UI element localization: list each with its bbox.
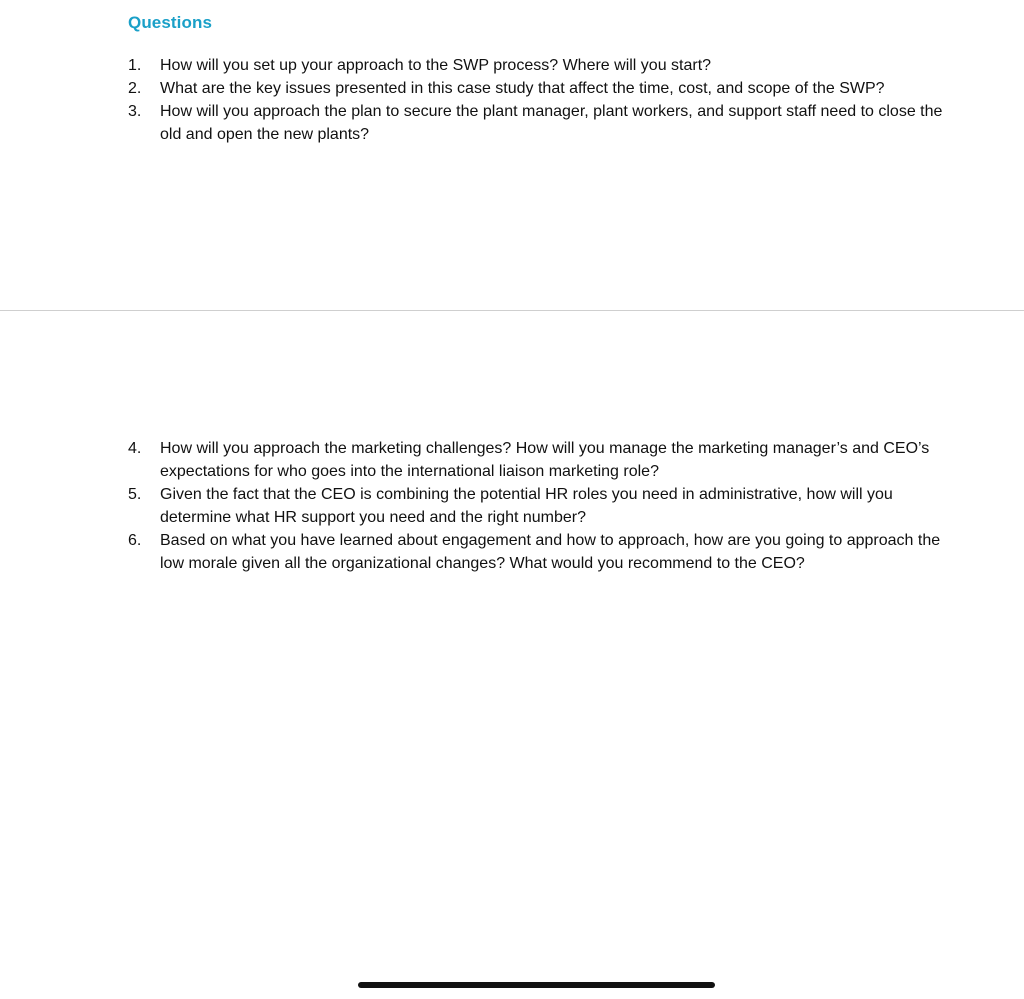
question-text: What are the key issues presented in this case study that affect the time, cost, and scope of the SWP? xyxy=(160,80,885,97)
question-number: 1. xyxy=(128,57,142,74)
question-text: How will you approach the plan to secure the plant manager, plant workers, and support staff need to close the old and open the new plants? xyxy=(160,103,943,143)
question-item xyxy=(128,77,948,100)
question-item xyxy=(128,100,948,146)
question-number: 3. xyxy=(128,103,142,120)
question-number: 2. xyxy=(128,80,142,97)
question-text: How will you approach the marketing challenges? How will you manage the marketing manager’s and CEO’s expectations for who goes into the international liaison marketing role? xyxy=(160,440,930,480)
question-text: Based on what you have learned about engagement and how to approach, how are you going to approach the low morale given all the organizational changes? What would you recommend to the CEO? xyxy=(160,532,941,572)
question-number: 4. xyxy=(128,440,142,457)
question-text: Given the fact that the CEO is combining the potential HR roles you need in administrative, how will you determine what HR support you need and the right number? xyxy=(160,486,893,526)
question-item xyxy=(128,483,948,529)
question-number: 6. xyxy=(128,532,142,549)
question-list-page-1 xyxy=(128,54,948,146)
home-indicator[interactable] xyxy=(358,982,715,988)
document-page-2 xyxy=(0,311,1024,999)
question-item xyxy=(128,54,948,77)
question-text: How will you set up your approach to the SWP process? Where will you start? xyxy=(160,57,712,74)
questions-heading: Questions xyxy=(128,13,213,32)
question-item xyxy=(128,529,948,575)
question-list-page-2 xyxy=(128,437,948,575)
question-number: 5. xyxy=(128,486,142,503)
question-item xyxy=(128,437,948,483)
document-page-1 xyxy=(0,0,1024,310)
